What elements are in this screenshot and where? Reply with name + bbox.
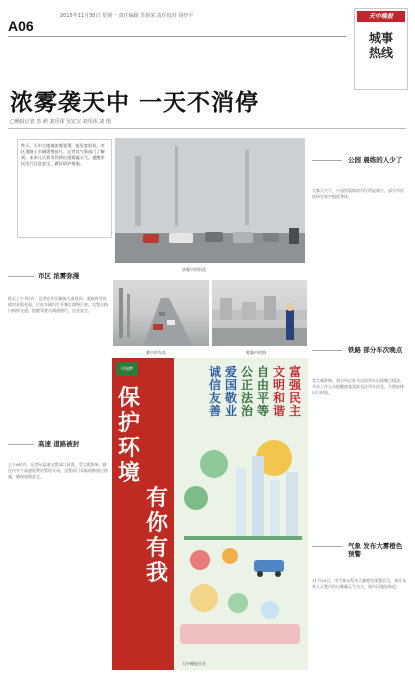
photo-illustration (113, 280, 209, 346)
highway-rule (8, 444, 34, 445)
small1-caption: 雾中的车流 (146, 350, 166, 355)
weather-body: 11月29日，市气象台发布大雾橙色预警信号，预计未来几天我市仍以雾霾天气为主，请市民做好防范。 (312, 578, 407, 589)
highway-body: 上午8时许，记者从高速交警部门获悉，受大雾影响，辖区内多个高速收费站暂时关闭，交警部门采取间断放行措施，确保道路安全。 (8, 462, 108, 479)
lead-text: 昨天，天中大地被浓雾笼罩，能见度很低，市区道路上车辆缓慢前行。记者从气象部门了解到，未来几天我市仍将出现雾霾天气，提醒市民出行注意安全，做好防护措施。 (21, 143, 105, 167)
page-number: A06 (8, 18, 34, 34)
header-rule (8, 36, 346, 37)
poster-footer: 天中晚报社宣 (182, 661, 206, 666)
urban-rule (8, 276, 34, 277)
foggy-street-photo (115, 138, 305, 263)
health-title: 公园 晨练的人少了 (348, 156, 403, 164)
rail-rule (312, 350, 342, 351)
small2-caption: 雾霾中的路 (246, 350, 266, 355)
section-name-line2: 热线 (368, 46, 393, 60)
poster-values-col5: 爱国敬业 (224, 365, 237, 418)
poster-values-col2: 文明和谐 (272, 365, 285, 418)
lead-box (17, 139, 112, 238)
poster-values-col4: 公正法治 (240, 365, 253, 418)
main-photo-caption: 浓雾中的街道 (182, 267, 206, 272)
poster-city-illustration (174, 428, 308, 668)
headline-rule (8, 128, 406, 129)
section-logo (354, 8, 408, 90)
headline: 浓雾袭天中 一天不消停 (10, 90, 260, 116)
highway-title: 高速 道路被封 (38, 440, 80, 448)
poster-slogan-col2 (144, 486, 170, 586)
rail-title: 铁路 部分车次晚点 (348, 346, 403, 354)
section-name-line1: 城事 (368, 31, 393, 45)
health-rule (312, 160, 342, 161)
poster-slogan-col1 (116, 386, 142, 486)
poster-char: 有 (145, 486, 168, 511)
poster-char: 境 (117, 461, 140, 486)
public-service-poster (112, 358, 308, 670)
traffic-fog-photo (113, 280, 209, 346)
byline: □晚报记者 苏 莉 刘乐伟 吴宏宝 刘乐伟 刘 图 (10, 119, 111, 125)
photo-illustration (212, 280, 307, 346)
poster-char: 我 (145, 561, 168, 586)
section-name (355, 31, 407, 61)
poster-char: 有 (145, 536, 168, 561)
poster-char: 护 (117, 411, 140, 436)
newspaper-logo: 天中晚报 (357, 11, 405, 22)
health-body: 大雾天气下，公园里晨练的市民明显减少，部分市民选择在家中锻炼身体。 (312, 188, 404, 199)
poster-badge: 中国梦 (116, 362, 138, 376)
weather-title: 气象 发布大雾橙色预警 (348, 542, 403, 558)
poster-char: 保 (117, 386, 140, 411)
poster-values-col3: 自由平等 (256, 365, 269, 418)
urban-body: 昨天上午7时许，记者在市区解放大道看到，道路两旁的楼房若隐若现，过往车辆均打开雾灯缓慢行驶。交警在路口指挥交通，提醒驾驶员减速慢行，注意安全。 (8, 296, 108, 313)
poster-values-col1: 富强民主 (288, 365, 301, 418)
dateline: 2015年11月30日 星期一 责任编辑 苏新荣 责任校对 胡经平 (60, 13, 194, 19)
poster-char: 你 (145, 511, 168, 536)
police-fog-photo (212, 280, 307, 346)
poster-values-col6: 诚信友善 (208, 365, 221, 418)
poster-char: 环 (117, 436, 140, 461)
photo-illustration (115, 138, 305, 263)
weather-rule (312, 546, 342, 547)
rail-body: 受大雾影响，部分经过驻马店的列车出现晚点情况，车站工作人员提醒旅客及时关注列车信息，合理安排出行时间。 (312, 378, 404, 395)
urban-title: 市区 浓雾弥漫 (38, 272, 80, 280)
